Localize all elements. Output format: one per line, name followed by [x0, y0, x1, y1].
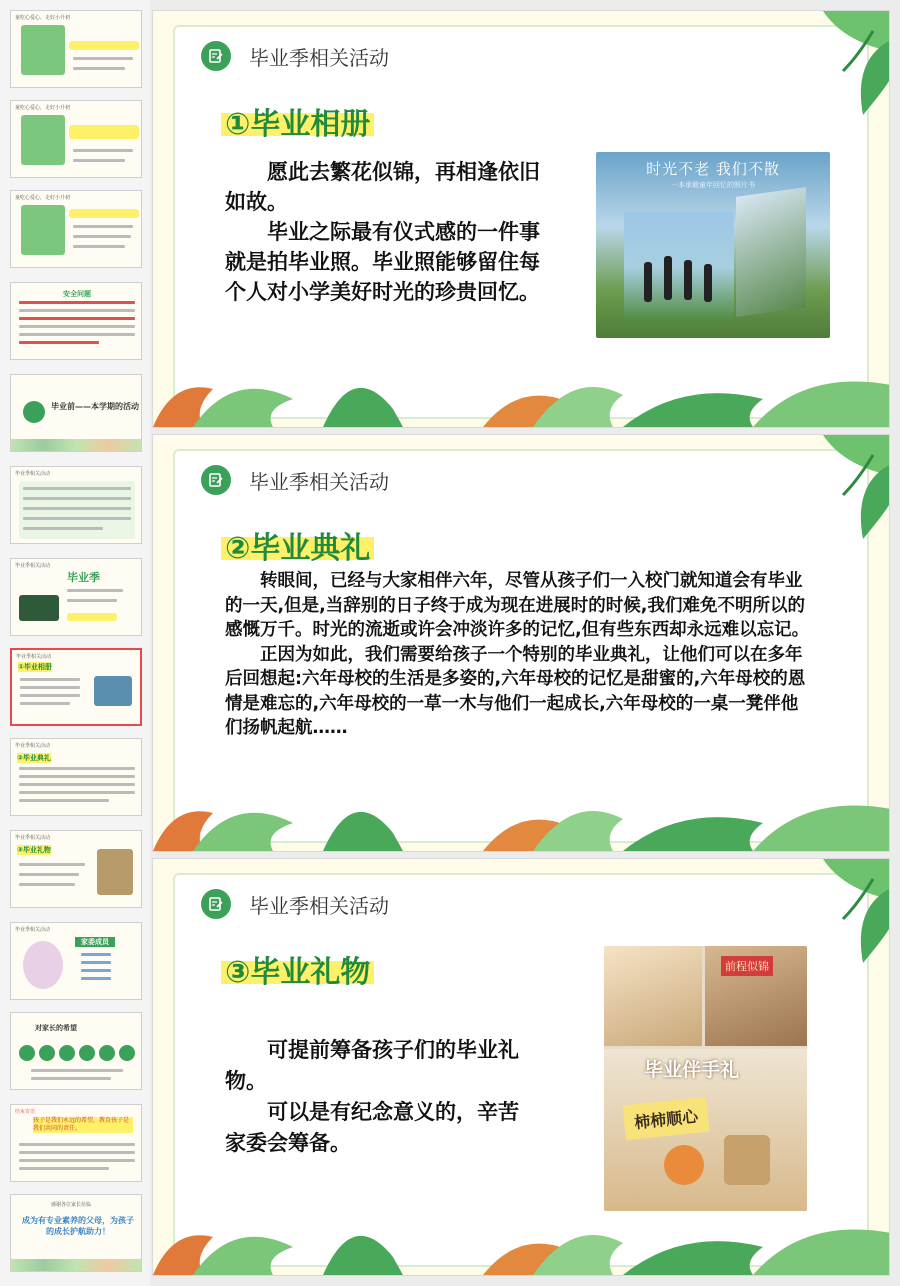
- slide-thumbnail-13[interactable]: [10, 1104, 142, 1182]
- thumbnail-text-line: [23, 487, 131, 490]
- thumbnail-title: ②毕业典礼: [17, 754, 51, 762]
- thumbnail-highlight: [69, 125, 139, 139]
- thumbnail-text-line: [20, 686, 80, 689]
- thumbnail-text-line: [20, 678, 80, 681]
- thumbnail-illustration: [21, 205, 65, 255]
- thumbnail-header: 毕业季相关活动: [15, 927, 51, 933]
- thumbnail-header: 毕业季相关活动: [15, 471, 51, 477]
- slide-thumbnail-14[interactable]: [10, 1194, 142, 1272]
- slide-thumbnail-2[interactable]: [10, 100, 142, 178]
- thumbnail-title: 毕业季: [67, 571, 100, 584]
- slide-thumbnail-12[interactable]: [10, 1012, 142, 1090]
- thumbnail-text-line: [81, 961, 111, 964]
- thumbnail-title: ③毕业礼物: [17, 846, 51, 854]
- section-title-wrap: [221, 523, 374, 567]
- persimmon-decoration: [664, 1145, 704, 1185]
- thumbnail-text-line: [81, 953, 111, 956]
- slide-graduation-album: [152, 10, 890, 428]
- slide-thumbnail-11[interactable]: [10, 922, 142, 1000]
- thumbnail-text-line: [19, 1159, 135, 1162]
- slide-thumbnail-10[interactable]: [10, 830, 142, 908]
- slide-body-text: [225, 1035, 535, 1159]
- thumbnail-badge: [23, 401, 45, 423]
- thumbnail-text-line: [19, 783, 135, 786]
- thumbnail-header: 结束寄语: [15, 1109, 36, 1115]
- body-paragraph: 可提前筹备孩子们的毕业礼物。: [225, 1038, 519, 1093]
- slide-thumbnail-7[interactable]: [10, 558, 142, 636]
- section-title: ③毕业礼物: [221, 955, 374, 990]
- candle-jar-decoration: [724, 1135, 770, 1185]
- thumbnail-header: 毕业季相关活动: [15, 835, 51, 841]
- edit-note-icon: [201, 41, 231, 71]
- thumbnail-text-line: [19, 341, 99, 344]
- thumbnail-text-line: [19, 309, 135, 312]
- thumbnail-header: 童吃心爱心，走好小升初: [15, 195, 71, 201]
- thumbnail-text-line: [73, 245, 125, 248]
- thumbnail-text-line: [73, 67, 125, 70]
- thumbnail-photo: [19, 595, 59, 621]
- thumbnail-text-line: [31, 1077, 111, 1080]
- body-paragraph: 愿此去繁花似锦，再相逢依旧如故。: [225, 160, 540, 214]
- thumbnail-header: 毕业季相关活动: [15, 743, 51, 749]
- thumbnail-text-line: [23, 497, 131, 500]
- thumbnail-text-line: [20, 694, 80, 697]
- thumbnail-header: 童吃心爱心，走好小升初: [15, 105, 71, 111]
- body-paragraph: 正因为如此，我们需要给孩子一个特别的毕业典礼，让他们可以在多年后回想起:六年母校的生活是多姿的,六年母校的记忆是甜蜜的,六年母校的恩情是难忘的,六年母校的一草一木与他们一起成长,六年母校的一桌一凳伴他们扬帆起航……: [225, 644, 806, 738]
- thumbnail-text-line: [23, 517, 131, 520]
- thumbnail-text-line: [19, 1143, 135, 1146]
- slide-header: [201, 465, 389, 495]
- thumbnail-illustration: [21, 115, 65, 165]
- slide-thumbnail-8[interactable]: [10, 648, 142, 726]
- thumbnail-dot: [59, 1045, 75, 1061]
- thumbnail-header: 感谢各位家长莅临: [51, 1202, 92, 1208]
- thumbnail-text-line: [73, 159, 125, 162]
- slide-header: [201, 41, 389, 71]
- thumbnail-dot: [99, 1045, 115, 1061]
- photo-subcaption: 一本承载童年回忆的照片书: [671, 181, 755, 189]
- slide-graduation-ceremony: [152, 434, 890, 852]
- slide-graduation-gift: [152, 858, 890, 1276]
- thumbnail-text-line: [19, 317, 135, 320]
- slide-thumbnail-1[interactable]: [10, 10, 142, 88]
- body-paragraph: 转眼间，已经与大家相伴六年，尽管从孩子们一入校门就知道会有毕业的一天,但是,当辞别的日子终于成为现在进展时的时候,我们难免不明所以的感慨万千。时光的流逝或许会冲淡许多的记忆,但有些东西却永远难以忘记。: [225, 571, 810, 640]
- thumbnail-title: 成为有专业素养的父母，为孩子的成长护航助力！: [22, 1216, 134, 1236]
- thumbnail-text-line: [20, 702, 70, 705]
- thumbnail-title: 毕业前——本学期的活动: [51, 402, 139, 411]
- slide-thumbnail-6[interactable]: [10, 466, 142, 544]
- thumbnail-text-line: [73, 235, 131, 238]
- thumbnail-flower: [23, 941, 63, 989]
- photo-book-image: [596, 152, 830, 338]
- gift-box-photo: [705, 946, 807, 1046]
- thumbnail-text-line: [19, 301, 135, 304]
- thumbnail-text-line: [19, 791, 135, 794]
- thumbnail-header: 毕业季相关活动: [15, 563, 51, 569]
- thumbnail-title: 安全问题: [63, 290, 91, 298]
- thumbnail-text-line: [19, 775, 135, 778]
- thumbnail-dot: [39, 1045, 55, 1061]
- slide-thumbnail-9[interactable]: [10, 738, 142, 816]
- thumbnail-text-line: [19, 1167, 109, 1170]
- slide-header-title: 毕业季相关活动: [249, 893, 389, 918]
- body-paragraph: 毕业之际最有仪式感的一件事就是拍毕业照。毕业照能够留住每个人对小学美好时光的珍贵回忆。: [225, 220, 540, 304]
- thumbnail-text-line: [19, 767, 135, 770]
- slide-thumbnail-4[interactable]: [10, 282, 142, 360]
- thumbnail-highlight: [67, 613, 117, 621]
- section-title-wrap: [221, 99, 374, 143]
- thumbnail-title: 家委成员: [75, 937, 115, 947]
- thumbnail-header: 毕业季相关活动: [16, 654, 52, 660]
- thumbnail-title: 孩子是我们永远的希望，教育孩子是我们共同的责任。: [33, 1117, 133, 1133]
- section-title: ②毕业典礼: [221, 531, 374, 566]
- photo-book-cover: [624, 212, 734, 322]
- thumbnail-text-line: [23, 527, 103, 530]
- slide-header-title: 毕业季相关活动: [249, 45, 389, 70]
- slide-header: [201, 889, 389, 919]
- thumbnail-photo: [94, 676, 132, 706]
- thumbnail-dot: [119, 1045, 135, 1061]
- thumbnail-text-line: [19, 325, 135, 328]
- thumbnail-text-line: [67, 599, 117, 602]
- thumbnail-dot: [79, 1045, 95, 1061]
- thumbnail-foliage: [11, 1259, 141, 1271]
- thumbnail-text-line: [73, 149, 133, 152]
- thumbnail-header: 童吃心爱心，走好小升初: [15, 15, 71, 21]
- thumbnail-photo: [97, 849, 133, 895]
- section-title: ①毕业相册: [221, 107, 374, 142]
- thumbnail-title: ①毕业相册: [18, 663, 52, 671]
- gift-bag-photo: [604, 946, 702, 1046]
- thumbnail-text-line: [19, 1151, 135, 1154]
- thumbnail-dot: [19, 1045, 35, 1061]
- thumbnail-title: 对家长的希望: [35, 1024, 77, 1032]
- thumbnail-text-line: [19, 799, 109, 802]
- thumbnail-text-line: [19, 333, 135, 336]
- slide-body-text: [225, 569, 815, 741]
- gift-basket-photo: [604, 1049, 807, 1211]
- thumbnail-text-line: [73, 225, 133, 228]
- thumbnail-illustration: [21, 25, 65, 75]
- section-title-wrap: [221, 947, 374, 991]
- thumbnail-highlight: [69, 209, 139, 218]
- edit-note-icon: [201, 889, 231, 919]
- edit-note-icon: [201, 465, 231, 495]
- body-paragraph: 可以是有纪念意义的，辛苦家委会筹备。: [225, 1100, 519, 1155]
- thumbnail-text-line: [81, 977, 111, 980]
- thumbnail-text-line: [81, 969, 111, 972]
- thumbnail-text-line: [19, 873, 79, 876]
- gift-photo-image: [604, 946, 807, 1211]
- slide-header-title: 毕业季相关活动: [249, 469, 389, 494]
- thumbnail-text-line: [19, 863, 85, 866]
- slide-thumbnail-5[interactable]: [10, 374, 142, 452]
- thumbnail-text-line: [31, 1069, 123, 1072]
- thumbnail-text-line: [73, 57, 133, 60]
- thumbnail-text-line: [67, 589, 123, 592]
- slide-body-text: [225, 157, 547, 307]
- gift-banner-text: 毕业伴手礼: [644, 1059, 740, 1081]
- photo-book-page: [736, 187, 806, 317]
- thumbnail-text-line: [23, 507, 131, 510]
- thumbnail-highlight: [69, 41, 139, 50]
- thumbnail-foliage: [11, 439, 141, 451]
- thumbnail-text-line: [19, 883, 75, 886]
- slide-thumbnail-rail: [0, 0, 150, 1286]
- gift-tag-label: 前程似锦: [721, 956, 773, 976]
- photo-caption: 时光不老 我们不散: [646, 160, 780, 178]
- gift-note-text: 柿柿顺心: [622, 1097, 709, 1141]
- slide-thumbnail-3[interactable]: [10, 190, 142, 268]
